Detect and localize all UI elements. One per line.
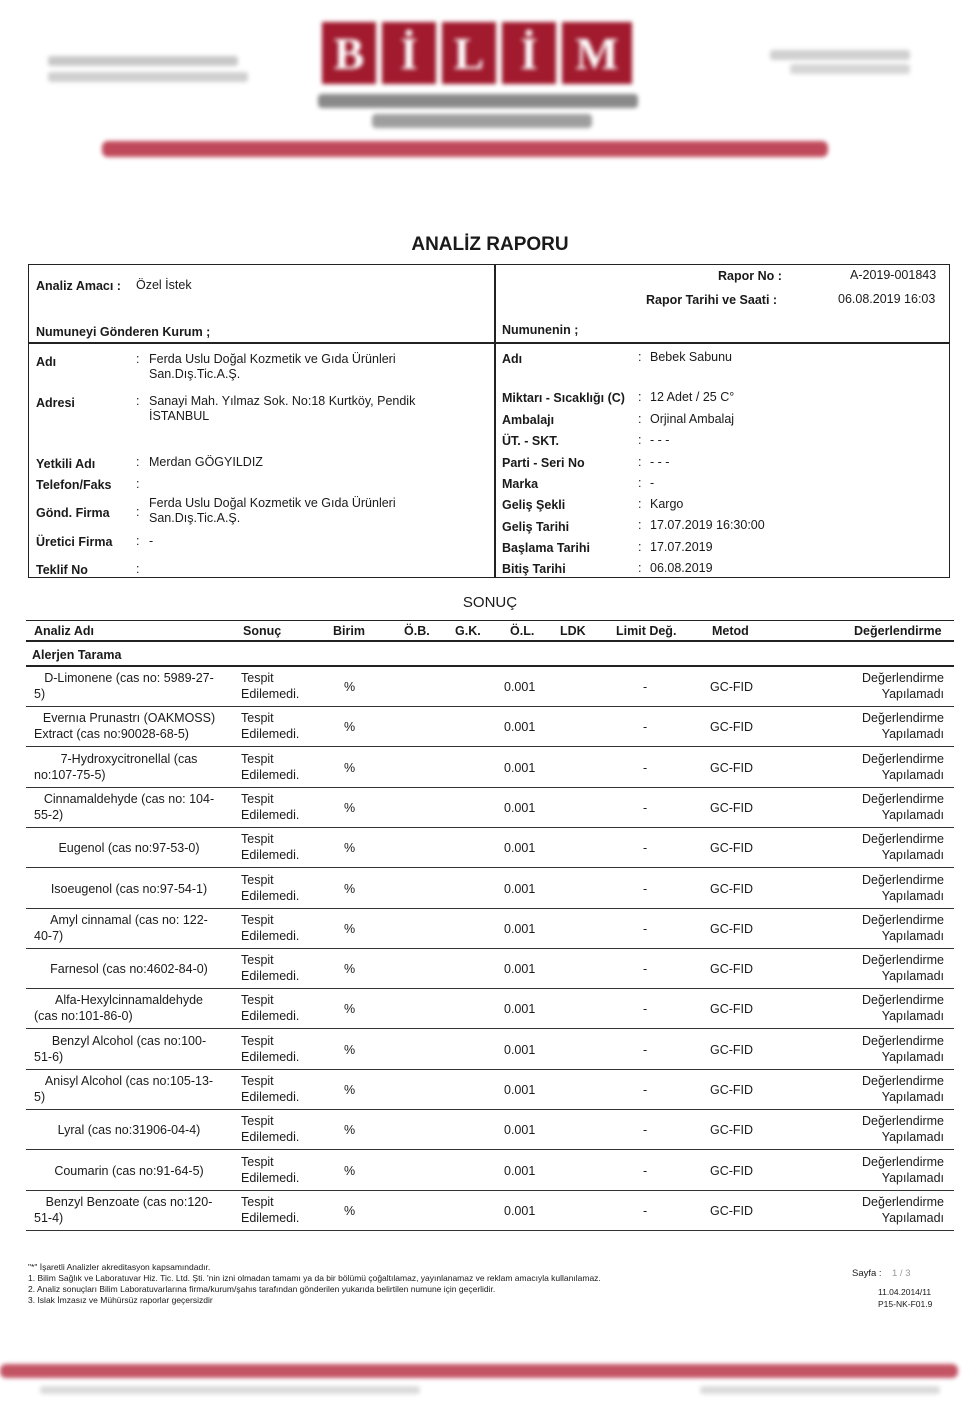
evaluation-line: Değerlendirme [862,671,944,685]
purpose-value: Özel İstek [136,278,192,292]
page-number: 1 / 3 [892,1268,911,1279]
ol-value: 0.001 [504,1002,536,1017]
evaluation-line: Yapılamadı [881,1009,944,1024]
limit-value: - [643,1042,648,1057]
ol-value: 0.001 [504,800,536,815]
result-value [241,1194,331,1226]
evaluation-line: Yapılamadı [881,888,944,903]
result-line: Edilemedi. [241,807,300,822]
result-line: Edilemedi. [241,1170,300,1185]
analysis-name-line: Isoeugenol (cas no:97-54-1) [50,881,208,896]
ol-value: 0.001 [504,1042,536,1057]
header-blurred-text-left-2 [48,72,248,82]
report-no-label: Rapor No : [718,269,782,283]
result-line: Tespit [241,711,274,726]
result-value [241,791,331,823]
page-label: Sayfa : [852,1268,882,1279]
table-row [26,909,954,949]
sample-expiry-label: ÜT. - SKT. [502,434,559,448]
evaluation-line: Yapılamadı [881,1170,944,1185]
footer-note: 3. Islak İmzasız ve Mühürsüz raporlar geçersizdir [28,1295,213,1305]
result-value [241,670,331,702]
method-value: GC-FID [710,760,754,775]
result-value [241,912,331,944]
unit-value: % [344,720,356,735]
footer-note: 2. Analiz sonuçları Bilim Laboratuvarlarına firma/kurum/şahıs tarafından gönderilen yukarıda belirtilen numune için geçerlidir. [28,1284,496,1294]
company-logo [322,22,632,84]
results-table-header [26,620,954,642]
analysis-name [34,791,224,823]
table-row [26,748,954,788]
table-row [26,949,954,989]
result-line: Tespit [241,832,274,847]
sample-start-label: Başlama Tarihi [502,541,591,555]
sender-address-value: Sanayi Mah. Yılmaz Sok. No:18 Kurtköy, Pendik [149,394,416,408]
column-header: Ö.B. [404,624,430,638]
analysis-name [34,992,224,1024]
evaluation-line: Değerlendirme [862,953,944,968]
analysis-name [34,1163,224,1179]
evaluation-line: Yapılamadı [881,1130,944,1145]
method-value: GC-FID [710,1163,754,1178]
sample-heading: Numunenin ; [502,323,579,337]
evaluation-line: Değerlendirme [862,1154,944,1169]
result-line: Edilemedi. [241,1130,300,1145]
unit-value: % [344,881,356,896]
result-line: Tespit [241,912,274,927]
method-value: GC-FID [710,680,754,694]
result-line: Tespit [241,751,274,766]
evaluation-value [836,710,944,742]
result-value [241,1154,331,1186]
analysis-name-line: 51-6) [34,1049,64,1064]
result-value [241,751,331,783]
analysis-name [34,1073,224,1105]
phone-label: Telefon/Faks [36,478,112,492]
limit-value: - [643,841,648,856]
column-header: Birim [333,624,365,638]
analysis-name [34,710,224,742]
logo-subtitle-line [318,94,638,108]
column-header: G.K. [455,624,481,638]
table-row [26,1151,954,1191]
limit-value: - [643,921,648,936]
footer-blurred-text-right [700,1386,940,1394]
limit-value: - [643,1002,648,1017]
result-line: Tespit [241,791,274,806]
analysis-name-line: Lyral (cas no:31906-04-4) [57,1123,201,1138]
evaluation-value [836,952,944,984]
unit-value: % [344,1123,356,1138]
ol-value: 0.001 [504,841,536,856]
evaluation-value [836,1113,944,1145]
column-header: Sonuç [243,624,282,638]
unit-value: % [344,680,356,694]
column-header: LDK [560,624,586,638]
method-value: GC-FID [710,1002,754,1017]
limit-value: - [643,680,648,694]
shipping-company-value: Ferda Uslu Doğal Kozmetik ve Gıda Ürünleri [149,496,396,510]
evaluation-line: Değerlendirme [862,1194,944,1209]
evaluation-line: Yapılamadı [881,848,944,863]
unit-value: % [344,1083,356,1097]
result-line: Edilemedi. [241,1090,300,1104]
sample-start-value: 17.07.2019 [650,540,713,554]
table-row [26,1070,954,1110]
method-value: GC-FID [710,1203,754,1218]
result-value [241,1113,331,1145]
sample-package-label: Ambalajı [502,413,555,427]
result-value [241,992,331,1024]
result-line: Edilemedi. [241,1049,300,1064]
table-row [26,1030,954,1070]
unit-value: % [344,1002,356,1017]
evaluation-line: Yapılamadı [881,969,944,984]
sample-lot-value: - - - [650,455,670,469]
evaluation-line: Yapılamadı [881,807,944,822]
evaluation-value [836,670,944,702]
unit-value: % [344,800,356,815]
sample-brand-label: Marka [502,477,539,491]
analysis-name-line: 5) [34,1090,46,1104]
result-line: Tespit [241,953,274,968]
evaluation-line: Yapılamadı [881,687,944,701]
result-value [241,872,331,904]
unit-value: % [344,921,356,936]
method-value: GC-FID [710,962,754,977]
limit-value: - [643,962,648,977]
producer-label: Üretici Firma [36,535,113,549]
analysis-name [34,912,224,944]
evaluation-value [836,751,944,783]
evaluation-line: Değerlendirme [862,872,944,887]
evaluation-line: Değerlendirme [862,1114,944,1129]
method-value: GC-FID [710,720,754,735]
evaluation-line: Değerlendirme [862,711,944,726]
analysis-name [34,1122,224,1138]
result-line: Tespit [241,1033,274,1048]
limit-value: - [643,881,648,896]
method-value: GC-FID [710,1123,754,1138]
method-value: GC-FID [710,1042,754,1057]
evaluation-line: Değerlendirme [862,751,944,766]
method-value: GC-FID [710,881,754,896]
sample-name-label: Adı [502,352,523,366]
ol-value: 0.001 [504,680,536,694]
limit-value: - [643,1083,648,1097]
shipping-company-label: Gönd. Firma [36,506,110,520]
logo-letter: İ [502,22,556,84]
page-title: ANALİZ RAPORU [411,234,569,255]
evaluation-line: Yapılamadı [881,1049,944,1064]
unit-value: % [344,1203,356,1218]
sender-heading: Numuneyi Gönderen Kurum ; [36,325,211,339]
result-line: Edilemedi. [241,1210,300,1225]
unit-value: % [344,1163,356,1178]
limit-value: - [643,1203,648,1218]
document-date: 11.04.2014/11 [878,1287,932,1297]
evaluation-line: Değerlendirme [862,912,944,927]
info-divider-vertical [494,264,496,578]
column-header: Analiz Adı [34,624,94,638]
sample-name-value: Bebek Sabunu [650,350,733,364]
producer-value: - [149,534,154,548]
result-line: Tespit [241,993,274,1008]
evaluation-line: Yapılamadı [881,727,944,742]
analysis-name [34,961,224,977]
shipping-company-value-2: San.Dış.Tic.A.Ş. [149,511,241,525]
table-row [26,1110,954,1150]
analysis-name-line: 5) [34,687,46,701]
evaluation-value [836,1033,944,1065]
evaluation-value [836,1154,944,1186]
method-value: GC-FID [710,1083,754,1097]
evaluation-line: Değerlendirme [862,791,944,806]
footer-note: 1. Bilim Sağlık ve Laboratuvar Hiz. Tic. Ltd. Şti. 'nin izni olmadan tamamı ya da bir bölümü çoğaltılamaz, yayınlanamaz ve reklam amacıyla kullanılamaz. [28,1273,601,1283]
sender-address-label: Adresi [36,396,75,410]
section-title: Alerjen Tarama [32,648,122,662]
unit-value: % [344,841,356,856]
unit-value: % [344,760,356,775]
ol-value: 0.001 [504,1203,536,1218]
limit-value: - [643,800,648,815]
limit-value: - [643,1123,648,1138]
ol-value: 0.001 [504,720,536,735]
analysis-name-line: Amyl cinnamal (cas no: 122- [50,912,208,927]
header-band [102,141,828,157]
table-row [26,869,954,909]
analysis-name-line: Coumarin (cas no:91-64-5) [54,1163,204,1178]
sample-qty-value: 12 Adet / 25 C° [650,390,735,404]
info-divider-horizontal [28,342,950,344]
method-value: GC-FID [710,921,754,936]
analysis-name-line: Evernıa Prunastrı (OAKMOSS) [42,711,216,726]
result-value [241,1073,331,1105]
unit-value: % [344,1042,356,1057]
analysis-name-line: Extract (cas no:90028-68-5) [34,727,189,742]
header-blurred-text-right-2 [790,64,910,74]
result-line: Edilemedi. [241,1009,300,1024]
analysis-name-line: 40-7) [34,928,64,943]
footer-note: "*" İşaretli Analizler akreditasyon kapsamındadır. [28,1262,211,1272]
result-line: Edilemedi. [241,687,300,701]
analysis-name [34,881,224,897]
sender-address-value-2: İSTANBUL [149,409,210,423]
evaluation-line: Değerlendirme [862,1074,944,1088]
sender-name-value: Ferda Uslu Doğal Kozmetik ve Gıda Ürünleri [149,352,396,366]
sample-lot-label: Parti - Seri No [502,456,585,470]
evaluation-value [836,992,944,1024]
ol-value: 0.001 [504,1083,536,1097]
sample-brand-value: - [650,476,655,490]
column-header: Ö.L. [510,624,535,638]
result-line: Edilemedi. [241,928,300,943]
result-line: Tespit [241,1154,274,1169]
column-header: Limit Değ. [616,624,677,638]
purpose-label: Analiz Amacı : [36,279,121,293]
limit-value: - [643,1163,648,1178]
method-value: GC-FID [710,841,754,856]
ol-value: 0.001 [504,921,536,936]
evaluation-line: Değerlendirme [862,832,944,847]
analysis-name-line: 7-Hydroxycitronellal (cas [60,751,198,766]
footer-blurred-text-left [40,1386,420,1394]
limit-value: - [643,760,648,775]
result-value [241,1033,331,1065]
contact-label: Yetkili Adı [36,457,96,471]
ol-value: 0.001 [504,1123,536,1138]
analysis-name-line: Farnesol (cas no:4602-84-0) [50,962,208,977]
footer-band [0,1364,958,1378]
logo-letter: M [562,22,632,84]
analysis-name [34,670,224,702]
result-value [241,710,331,742]
sender-name-value-2: San.Dış.Tic.A.Ş. [149,367,241,381]
results-heading: SONUÇ [462,594,518,611]
analysis-name [34,751,224,783]
limit-value: - [643,720,648,735]
report-date-label: Rapor Tarihi ve Saati : [646,293,778,307]
evaluation-line: Yapılamadı [881,1090,944,1104]
unit-value: % [344,962,356,977]
evaluation-value [836,831,944,863]
document-code: P15-NK-F01.9 [878,1299,933,1309]
column-header: Değerlendirme [854,624,942,638]
result-line: Tespit [241,1194,274,1209]
sample-arrival-value: Kargo [650,497,684,511]
table-row [26,707,954,747]
evaluation-line: Değerlendirme [862,1033,944,1048]
sample-end-value: 06.08.2019 [650,561,713,575]
sample-package-value: Orjinal Ambalaj [650,412,735,426]
ol-value: 0.001 [504,1163,536,1178]
offer-no-label: Teklif No [36,563,88,577]
result-line: Edilemedi. [241,767,300,782]
evaluation-line: Değerlendirme [862,993,944,1008]
analysis-name-line: 51-4) [34,1210,64,1225]
header-blurred-text-right [770,50,910,60]
sample-arrival-date-value: 17.07.2019 16:30:00 [650,518,765,532]
analysis-name-line: Cinnamaldehyde (cas no: 104- [43,791,215,806]
evaluation-value [836,1194,944,1226]
result-value [241,831,331,863]
analysis-name [34,1033,224,1065]
method-value: GC-FID [710,800,754,815]
evaluation-line: Yapılamadı [881,1210,944,1225]
analysis-name-line: Alfa-Hexylcinnamaldehyde [55,993,203,1008]
evaluation-value [836,791,944,823]
evaluation-value [836,912,944,944]
report-date-value: 06.08.2019 16:03 [838,292,936,306]
result-line: Tespit [241,1074,274,1088]
column-header: Metod [712,624,749,638]
analysis-name [34,1194,224,1226]
logo-subtitle-line-2 [372,114,592,128]
contact-value: Merdan GÖGYILDIZ [149,455,263,469]
logo-letter: B [322,22,376,84]
result-line: Tespit [241,671,274,685]
evaluation-line: Yapılamadı [881,928,944,943]
evaluation-line: Yapılamadı [881,767,944,782]
sample-qty-label: Miktarı - Sıcaklığı (C) [502,391,625,405]
table-row [26,828,954,868]
report-no-value: A-2019-001843 [850,268,937,282]
result-line: Edilemedi. [241,969,300,984]
result-line: Edilemedi. [241,727,300,742]
analysis-name-line: Benzyl Benzoate (cas no:120- [45,1194,213,1209]
table-row [26,667,954,707]
sample-arrival-date-label: Geliş Tarihi [502,520,570,534]
ol-value: 0.001 [504,760,536,775]
result-value [241,952,331,984]
analysis-name-line: D-Limonene (cas no: 5989-27- [44,671,214,685]
sender-name-label: Adı [36,355,57,369]
evaluation-value [836,872,944,904]
logo-letter: L [442,22,496,84]
sample-expiry-value: - - - [650,433,670,447]
analysis-name-line: Benzyl Alcohol (cas no:100- [51,1033,207,1048]
sample-end-label: Bitiş Tarihi [502,562,566,576]
ol-value: 0.001 [504,962,536,977]
result-line: Edilemedi. [241,888,300,903]
logo-letter: İ [382,22,436,84]
result-line: Tespit [241,1114,274,1129]
analysis-name-line: (cas no:101-86-0) [34,1009,133,1024]
analysis-name-line: Eugenol (cas no:97-53-0) [58,841,200,856]
ol-value: 0.001 [504,881,536,896]
table-row [26,1191,954,1231]
header-blurred-text-left [48,56,238,66]
result-line: Edilemedi. [241,848,300,863]
table-row [26,788,954,828]
evaluation-value [836,1073,944,1105]
table-row [26,989,954,1029]
analysis-name [34,840,224,856]
result-line: Tespit [241,872,274,887]
analysis-name-line: 55-2) [34,807,64,822]
analysis-name-line: no:107-75-5) [34,767,106,782]
sample-arrival-label: Geliş Şekli [502,498,566,512]
analysis-name-line: Anisyl Alcohol (cas no:105-13- [44,1074,214,1088]
